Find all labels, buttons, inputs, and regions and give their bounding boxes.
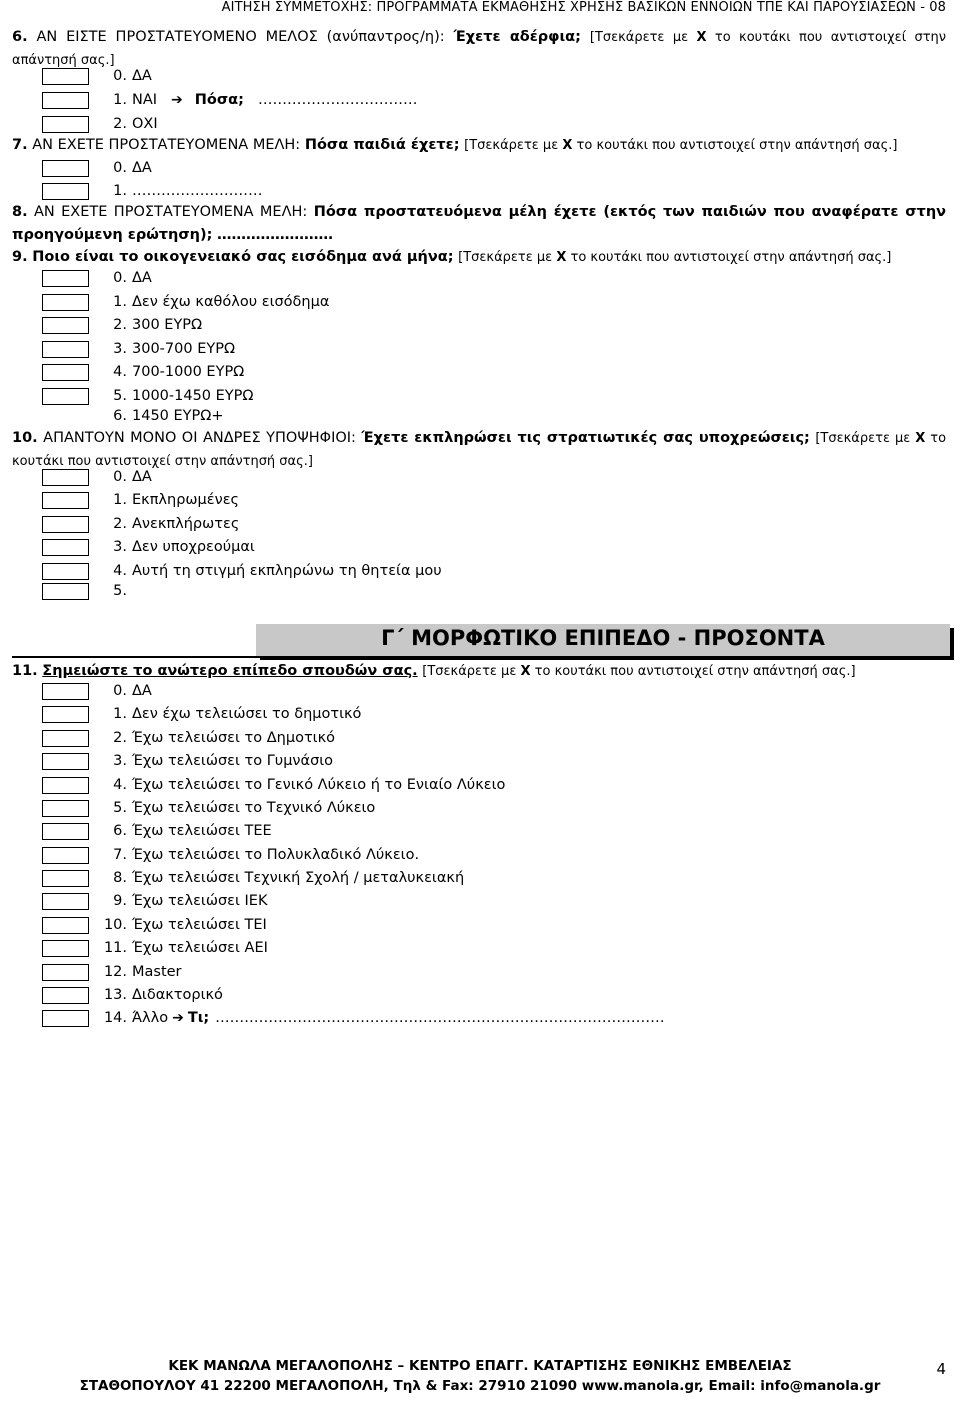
fill-in-blank[interactable]: …………………… — [217, 227, 334, 243]
option-row: 9. Έχω τελειώσει ΙΕΚ — [42, 891, 267, 911]
option-row: 3. 300-700 ΕΥΡΩ — [42, 339, 235, 359]
question-bold: Έχετε αδέρφια; — [453, 29, 581, 45]
instruction: [Τσεκάρετε με X το κουτάκι που αντιστοιχεί στην απάντησή σας.] — [422, 664, 856, 679]
option-row: 1. ……………………… — [42, 181, 263, 201]
followup-label: Πόσα; — [194, 92, 244, 108]
option-row: 7. Έχω τελειώσει το Πολυκλαδικό Λύκειο. — [42, 845, 419, 865]
option-row: 4. Αυτή τη στιγμή εκπληρώνω τη θητεία μου — [42, 561, 442, 581]
checkbox[interactable] — [42, 706, 89, 723]
option-row: 6. Έχω τελειώσει ΤΕΕ — [42, 821, 272, 841]
option-row: 1. ΝΑΙ ➔ Πόσα; …………………………… — [42, 90, 417, 110]
checkbox[interactable] — [42, 847, 89, 864]
option-row: 4. 700-1000 ΕΥΡΩ — [42, 362, 244, 382]
option-row: 8. Έχω τελειώσει Τεχνική Σχολή / μεταλυκειακή — [42, 868, 464, 888]
checkbox[interactable] — [42, 469, 89, 486]
checkbox[interactable] — [42, 270, 89, 287]
question-8: 8. ΑΝ ΕΧΕΤΕ ΠΡΟΣΤΑΤΕΥΟΜΕΝΑ ΜΕΛΗ: Πόσα προστατευόμενα μέλη έχετε (εκτός των παιδιών που αναφέρατε στην προηγούμενη ερώτηση); …………………… — [12, 204, 947, 243]
option-row: 11. Έχω τελειώσει ΑΕΙ — [42, 938, 268, 958]
checkbox[interactable] — [42, 516, 89, 533]
option-row: 12. Master — [42, 962, 182, 982]
option-row: 13. Διδακτορικό — [42, 985, 223, 1005]
checkbox[interactable] — [42, 539, 89, 556]
arrow-icon: ➔ — [172, 1010, 184, 1026]
fill-in-blank[interactable]: ………………………………………………………………………………… — [215, 1010, 665, 1026]
question-10: 10. ΑΠΑΝΤΟΥΝ ΜΟΝΟ ΟΙ ΑΝΔΡΕΣ ΥΠΟΨΗΦΙΟΙ: Έχετε εκπληρώσει τις στρατιωτικές σας υποχρεώσεις; [Τσεκάρετε με X το κουτάκι που αντιστοιχεί στην απάντησή σας.] — [12, 430, 947, 469]
instruction: [Τσεκάρετε με X το κουτάκι που αντιστοιχεί στην απάντησή σας.] — [12, 30, 947, 68]
checkbox[interactable] — [42, 987, 89, 1004]
option-row: 6. 1450 ΕΥΡΩ+ — [113, 408, 224, 424]
checkbox[interactable] — [42, 563, 89, 580]
checkbox[interactable] — [42, 870, 89, 887]
option-row: 10. Έχω τελειώσει ΤΕΙ — [42, 915, 267, 935]
option-row: 1. Δεν έχω τελειώσει το δημοτικό — [42, 704, 361, 724]
checkbox[interactable] — [42, 730, 89, 747]
option-row: 2. ΟΧΙ — [42, 114, 158, 134]
checkbox[interactable] — [42, 492, 89, 509]
checkbox[interactable] — [42, 183, 89, 200]
option-row: 14. Άλλο ➔ Τι; ………………………………………………………………………………… — [42, 1008, 665, 1028]
option-row: 1. Δεν έχω καθόλου εισόδημα — [42, 292, 329, 312]
page-header: ΑΙΤΗΣΗ ΣΥΜΜΕΤΟΧΗΣ: ΠΡΟΓΡΑΜΜΑΤΑ ΕΚΜΑΘΗΣΗΣ ΧΡΗΣΗΣ ΒΑΣΙΚΩΝ ΕΝΝΟΙΩΝ ΤΠΕ ΚΑΙ ΠΑΡΟΥΣΙΑΣΕΩΝ - 08 — [221, 0, 946, 15]
checkbox[interactable] — [42, 800, 89, 817]
checkbox[interactable] — [42, 116, 89, 133]
question-11: 11. Σημειώστε το ανώτερο επίπεδο σπουδών σας. [Τσεκάρετε με X το κουτάκι που αντιστοιχεί στην απάντησή σας.] — [12, 663, 856, 679]
checkbox[interactable] — [42, 964, 89, 981]
option-label: ΝΑΙ — [132, 92, 158, 108]
checkbox[interactable] — [42, 364, 89, 381]
checkbox[interactable] — [42, 777, 89, 794]
option-row: 1. Εκπληρωμένες — [42, 490, 239, 510]
fill-in-blank[interactable]: ……………………… — [132, 183, 263, 199]
option-row: 5. Έχω τελειώσει το Τεχνικό Λύκειο — [42, 798, 375, 818]
option-row: 3. Έχω τελειώσει το Γυμνάσιο — [42, 751, 333, 771]
checkbox[interactable] — [42, 683, 89, 700]
checkbox[interactable] — [42, 294, 89, 311]
option-row: 0. ΔΑ — [42, 467, 152, 487]
option-row: 0. ΔΑ — [42, 268, 152, 288]
option-row: 0. ΔΑ — [42, 158, 152, 178]
option-row: 3. Δεν υποχρεούμαι — [42, 537, 255, 557]
checkbox[interactable] — [42, 388, 89, 405]
instruction: [Τσεκάρετε με X το κουτάκι που αντιστοιχεί στην απάντησή σας.] — [12, 431, 947, 469]
arrow-icon: ➔ — [171, 92, 183, 108]
section-divider — [12, 656, 950, 658]
option-row: 2. Έχω τελειώσει το Δημοτικό — [42, 728, 335, 748]
checkbox[interactable] — [42, 341, 89, 358]
option-row: 5. — [42, 581, 132, 601]
followup-label: Τι; — [187, 1010, 210, 1026]
checkbox[interactable] — [42, 92, 89, 109]
checkbox[interactable] — [42, 940, 89, 957]
checkbox[interactable] — [42, 893, 89, 910]
option-row: 0. ΔΑ — [42, 681, 152, 701]
checkbox[interactable] — [42, 160, 89, 177]
option-label: ΔΑ — [132, 68, 152, 84]
option-row: 5. 1000-1450 ΕΥΡΩ — [42, 386, 254, 406]
checkbox[interactable] — [42, 317, 89, 334]
checkbox[interactable] — [42, 583, 89, 600]
option-label: ΟΧΙ — [132, 116, 158, 132]
footer-line-1: ΚΕΚ ΜΑΝΩΛΑ ΜΕΓΑΛΟΠΟΛΗΣ – ΚΕΝΤΡΟ ΕΠΑΓΓ. ΚΑΤΑΡΤΙΣΗΣ ΕΘΝΙΚΗΣ ΕΜΒΕΛΕΙΑΣ — [168, 1358, 792, 1374]
question-text: ΑΝ ΕΙΣΤΕ ΠΡΟΣΤΑΤΕΥΟΜΕΝΟ ΜΕΛΟΣ (ανύπαντρος/η): — [36, 29, 445, 45]
question-6 — [12, 26, 946, 72]
footer-line-2: ΣΤΑΘΟΠΟΥΛΟΥ 41 22200 ΜΕΓΑΛΟΠΟΛΗ, Τηλ & Fax: 27910 21090 www.manola.gr, Email: info@manola.gr — [79, 1378, 881, 1394]
option-row: 2. 300 ΕΥΡΩ — [42, 315, 202, 335]
question-number: 6. — [12, 29, 28, 45]
question-7: 7. ΑΝ ΕΧΕΤΕ ΠΡΟΣΤΑΤΕΥΟΜΕΝΑ ΜΕΛΗ: Πόσα παιδιά έχετε; [Τσεκάρετε με X το κουτάκι που αντιστοιχεί στην απάντησή σας.] — [12, 137, 898, 153]
section-title: Γ΄ ΜΟΡΦΩΤΙΚΟ ΕΠΙΠΕΔΟ - ΠΡΟΣΟΝΤΑ — [381, 626, 825, 650]
option-row: 2. Ανεκπλήρωτες — [42, 514, 239, 534]
option-row: 4. Έχω τελειώσει το Γενικό Λύκειο ή το Ενιαίο Λύκειο — [42, 775, 505, 795]
instruction: [Τσεκάρετε με X το κουτάκι που αντιστοιχεί στην απάντησή σας.] — [458, 250, 892, 265]
checkbox[interactable] — [42, 753, 89, 770]
question-9: 9. Ποιο είναι το οικογενειακό σας εισόδημα ανά μήνα; [Τσεκάρετε με X το κουτάκι που αντιστοιχεί στην απάντησή σας.] — [12, 249, 892, 265]
fill-in-blank[interactable]: …………………………… — [257, 92, 418, 108]
checkbox[interactable] — [42, 1010, 89, 1027]
checkbox[interactable] — [42, 68, 89, 85]
instruction: [Τσεκάρετε με X το κουτάκι που αντιστοιχεί στην απάντησή σας.] — [464, 138, 898, 153]
page-number: 4 — [936, 1360, 946, 1378]
checkbox[interactable] — [42, 917, 89, 934]
checkbox[interactable] — [42, 823, 89, 840]
option-row: 0. ΔΑ — [42, 66, 152, 86]
